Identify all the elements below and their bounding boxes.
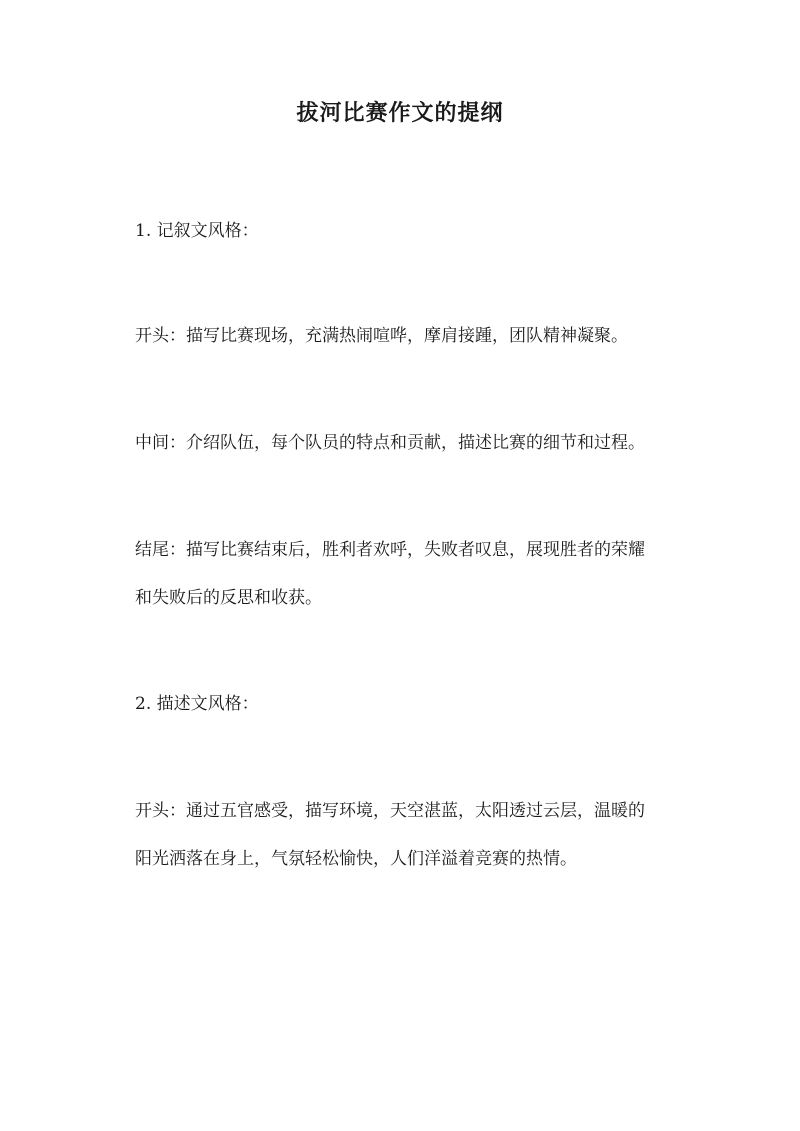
section-2-paragraph-opening-line-2: 阳光洒落在身上，气氛轻松愉快，人们洋溢着竞赛的热情。 [135,849,577,869]
section-1-paragraph-middle: 中间：介绍队伍，每个队员的特点和贡献，描述比赛的细节和过程。 [135,433,645,453]
section-1-paragraph-ending-line-2: 和失败后的反思和收获。 [135,588,322,608]
section-2-paragraph-opening-line-1: 开头：通过五官感受，描写环境，天空湛蓝，太阳透过云层，温暖的 [135,801,645,821]
document-title: 拔河比赛作文的提纲 [296,100,504,126]
section-1-heading: 1. 记叙文风格： [135,221,259,241]
section-1-paragraph-opening: 开头：描写比赛现场，充满热闹喧哗，摩肩接踵，团队精神凝聚。 [135,326,628,346]
section-2-heading: 2. 描述文风格： [135,694,259,714]
section-1-paragraph-ending-line-1: 结尾：描写比赛结束后，胜利者欢呼，失败者叹息，展现胜者的荣耀 [135,540,645,560]
